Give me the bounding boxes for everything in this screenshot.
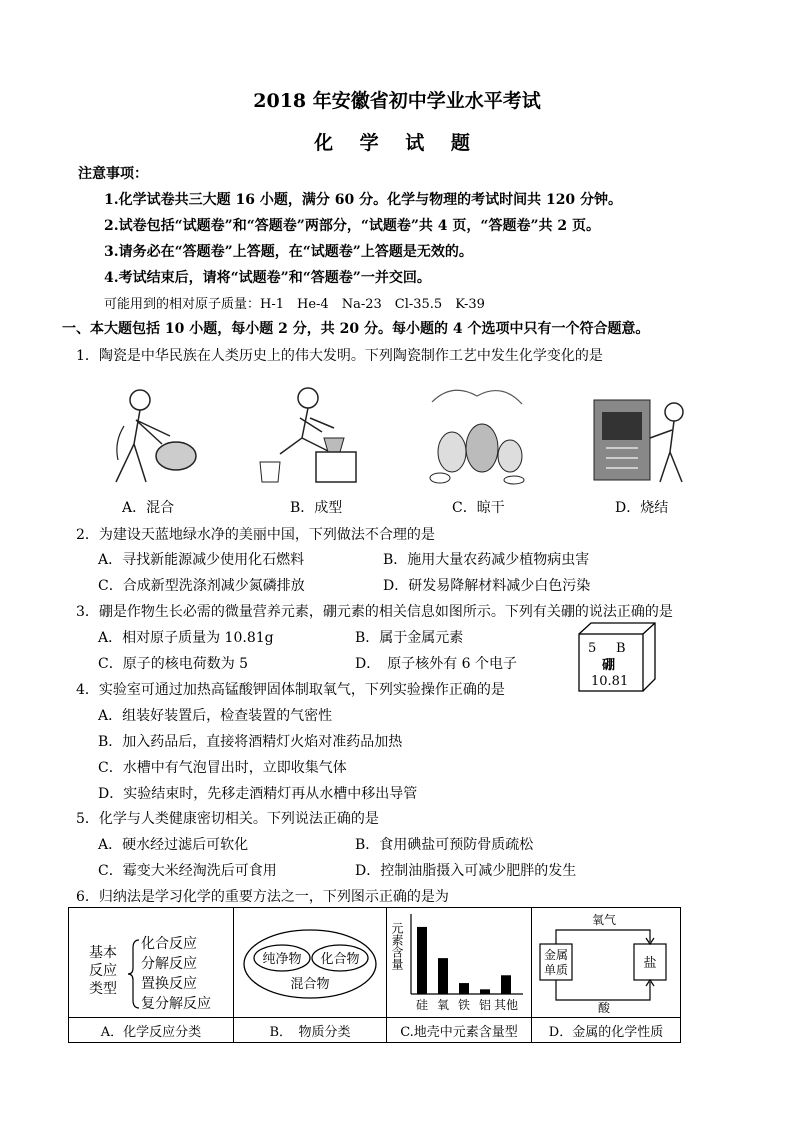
notice-heading: 注意事项： (78, 166, 148, 182)
q2-option-d: D．研发易降解材料减少白色污染 (383, 578, 591, 594)
shaping-illustration (250, 382, 380, 487)
q2-option-a: A．寻找新能源减少使用化石燃料 (98, 552, 305, 568)
metal-label-2: 单质 (543, 963, 569, 977)
boron-element-card (578, 622, 656, 692)
notice-item-2: 2.试卷包括“试题卷”和“答题卷”两部分，“试题卷”共 4 页，“答题卷”共 2 页。 (104, 218, 601, 234)
question-4-stem: 4．实验室可通过加热高锰酸钾固体制取氧气，下列实验操作正确的是 (76, 682, 505, 698)
q1-option-d: D．烧结 (615, 500, 669, 516)
metal-properties-diagram (532, 908, 680, 1013)
q4-option-a: A．组装好装置后，检查装置的气密性 (98, 708, 333, 724)
q4-option-d: D．实验结束时，先移走酒精灯再从水槽中移出导管 (98, 786, 418, 802)
q6-cell-a (69, 908, 234, 1018)
chart-tick-label-0: 硅 (415, 998, 429, 1012)
q6-cell-b (234, 908, 387, 1018)
q6-diagram-table (68, 907, 681, 1043)
q6-caption-b: B． 物质分类 (234, 1018, 387, 1043)
q4-option-c: C．水槽中有气泡冒出时，立即收集气体 (98, 760, 347, 776)
notice-item-4: 4.考试结束后，请将“试题卷”和“答题卷”一并交回。 (104, 270, 431, 286)
mixing-illustration (100, 382, 210, 487)
q1-option-b: B．成型 (290, 500, 343, 516)
chart-ylabel: 元素含量 (390, 922, 404, 970)
salt-label: 盐 (643, 956, 657, 971)
q2-option-c: C．合成新型洗涤剂减少氮磷排放 (98, 578, 305, 594)
sintering-illustration (590, 382, 700, 487)
q6-cell-d (532, 908, 681, 1018)
element-number: 5 (588, 641, 597, 656)
mixture-label: 混合物 (290, 977, 330, 992)
acid-label: 酸 (597, 1001, 611, 1013)
q2-option-b: B．施用大量农药减少植物病虫害 (383, 552, 590, 568)
q5-option-b: B．食用碘盐可预防骨质疏松 (355, 837, 534, 853)
chart-bar-1 (438, 958, 448, 994)
q6-caption-d: D．金属的化学性质 (532, 1018, 681, 1043)
q3-option-c: C．原子的核电荷数为 5 (98, 656, 249, 672)
question-6-stem: 6．归纳法是学习化学的重要方法之一，下列图示正确的是为 (76, 889, 449, 905)
question-1-stem: 1．陶瓷是中华民族在人类历史上的伟大发明。下列陶瓷制作工艺中发生化学变化的是 (76, 348, 603, 364)
q5-option-c: C．霉变大米经淘洗后可食用 (98, 863, 277, 879)
q4-option-b: B．加入药品后，直接将酒精灯火焰对准药品加热 (98, 734, 403, 750)
notice-item-3: 3.请务必在“答题卷”上答题，在“试题卷”上答题是无效的。 (104, 244, 473, 260)
element-mass: 10.81 (591, 674, 629, 689)
crust-element-chart (387, 908, 531, 1013)
substance-classification-diagram (234, 908, 386, 1013)
q1-option-c: C．晾干 (452, 500, 505, 516)
question-5-stem: 5．化学与人类健康密切相关。下列说法正确的是 (76, 811, 379, 827)
question-3-stem: 3．硼是作物生长必需的微量营养元素，硼元素的相关信息如图所示。下列有关硼的说法正确的是 (76, 604, 673, 620)
oxygen-label: 氧气 (591, 913, 617, 927)
reaction-type-list: 化合反应 分解反应 置换反应 复分解反应 (141, 936, 211, 1012)
atomic-mass-note: 可能用到的相对原子质量：H-1 He-4 Na-23 Cl-35.5 K-39 (104, 297, 485, 312)
brace-icon (127, 938, 141, 1010)
q6-caption-c: C.地壳中元素含量型 (387, 1018, 532, 1043)
q1-option-a: A．混合 (122, 500, 175, 516)
chart-tick-label-2: 铁 (457, 998, 471, 1012)
exam-subtitle: 化 学 试 题 (314, 132, 480, 154)
compound-label: 化合物 (320, 952, 360, 967)
reaction-type-group: 基本 反应 类型 (89, 945, 117, 997)
q6-caption-a: A．化学反应分类 (69, 1018, 234, 1043)
q3-option-a: A．相对原子质量为 10.81g (98, 630, 274, 646)
metal-label-1: 金属 (543, 948, 569, 962)
chart-tick-label-3: 铝 (478, 998, 492, 1012)
q3-option-b: B．属于金属元素 (355, 630, 464, 646)
chart-bar-0 (417, 927, 427, 994)
exam-title: 2018 年安徽省初中学业水平考试 (253, 90, 541, 112)
q5-option-a: A．硬水经过滤后可软化 (98, 837, 249, 853)
drying-illustration (422, 382, 532, 487)
chart-tick-label-1: 氧 (436, 998, 450, 1012)
chart-bar-2 (459, 983, 469, 994)
pure-substance-label: 纯净物 (262, 952, 302, 967)
notice-item-1: 1.化学试卷共三大题 16 小题，满分 60 分。化学与物理的考试时间共 120 分钟。 (104, 192, 623, 208)
q5-option-d: D．控制油脂摄入可减少肥胖的发生 (355, 863, 577, 879)
section-1-heading: 一、本大题包括 10 小题，每小题 2 分，共 20 分。每小题的 4 个选项中只有一个符合题意。 (62, 321, 650, 337)
chart-tick-label-4: 其他 (493, 998, 519, 1012)
question-2-stem: 2．为建设天蓝地绿水净的美丽中国，下列做法不合理的是 (76, 527, 435, 543)
chart-bar-3 (480, 989, 490, 994)
element-symbol: B (616, 641, 626, 656)
element-name: 硼 (602, 658, 616, 673)
q3-option-d: D． 原子核外有 6 个电子 (355, 656, 518, 672)
q6-cell-c (387, 908, 532, 1018)
chart-bar-4 (501, 975, 511, 994)
